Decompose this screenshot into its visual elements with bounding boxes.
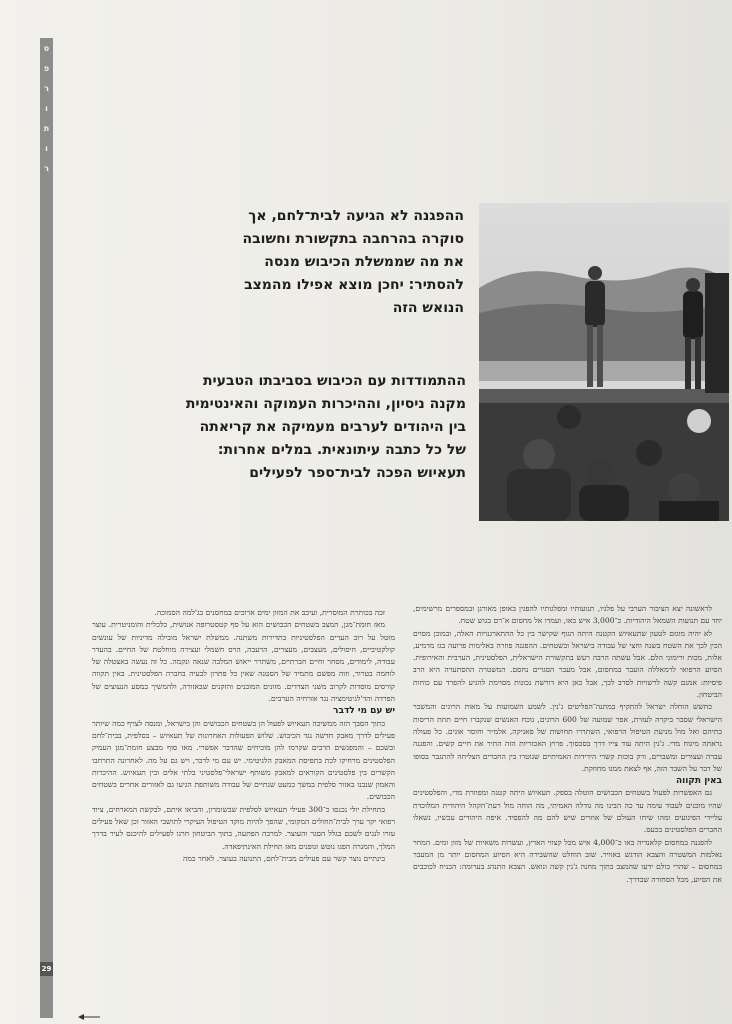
section-label-letter: פ <box>43 64 50 73</box>
paragraph: כחשש הוחלה ישראל להתקיף במתנה־הפליטים ג'נין. לשמע השמועות על מאות הרוגים והמשבר הישראלי שסבר ביקרה לעזרת, אפר שמועה של 600 הרוגים, נוכח האנשים שנקברו חיים תחת הריסות בתיהם ואל מול מניעת הטיפול הרפואי, השתררו תחושות של פאניקה, אלמ״ר וחוסר אונים. כל פעולה נראתה מיגוח מדי. ג'נין היתה עוד צייו דרך בסכסוך. פרוץ האכזריות הזה התיר את חיים קשים. והפגנה עברה ועצורים ומשברים, ורק בוכות קשרי הידידות האמיתיים שגוטרו בין החברים הצליחה להתגבר בסופו של דבר על השבר הזה, אף לצאת ממנו מחוזקת. <box>413 702 722 773</box>
side-strip <box>40 38 53 1018</box>
pull-quote-2: ההתמודדות עם הכיבוש בסביבתו הטבעית מקנה ניסיון, וההיכרות העמוקה והאינטימית בין היהודים לערבים מעמיקה את קריאתה של כל כתבה עיתונאית. במלים אחרות: תעאיוש הפכה לבית־ספר לפעילים <box>185 373 466 481</box>
section-label-letter: ר <box>44 164 49 173</box>
paragraph: בתחילת יולי נכנסו כ־300 פעילי תעאיוש לסלפית שבשומרון, והביאו איתם, לבקשת המארחים, ציוד רפואי יקר ערך לבית־החולים המקומי, שהפך להיות מוקד הטיפול העיקרי לתושבי האזור וכן שאל פעילים עזרו לנגים לשכם בגלל הסגר והעוצר. למרבה הפתעה, בתוך הביטחון חרגו לפעילים להיכנס לעיר בדרך המלך, והמגרה הפגו נוטש ונופנים מאז תחילת האינתיפאדה. <box>92 804 395 851</box>
continue-arrow-icon <box>78 1013 100 1021</box>
paragraph: בתוך הסבך הזה ממשיכה תעאיוש לפעול הן בשטחים הכבושים והן בישראל, ומנסה לצרף כמה שיותר פעילים לדרך מאבק חדשה נגד הכיבוש. שלוש הפעולות האחרונות של תעאיוש – בסלפית, בבית־לחם ובשכם – והמפגשים הרבים שקרמו להן מוכיחים שהדבר אפשרי. מאז סוף מבצע חומת־מגן העמיק הפלסטינים מרחיקו לכת בתפיסת המאבק הלגיטימי. יש עם מי לדבר, ויש גם על מה. לאחרונה התרחבו הקשרים בין פלסטינים הקוראים למאבק משותף ישראלי־פלסטיני בלתי אלים ובין תעאיוש. ההיכרות והאמון שנבנו באזור סלפית במשך כמעט שנתיים של עבודה משותפת הגיעו גם לאזורים אחרים בשטחים הכבושים. <box>92 718 395 802</box>
article-column-right <box>413 603 722 886</box>
paragraph: מאז חומת־מגן, המצב בשטחים הכבושים הוא על סף קטסטרופה אנושית, כלכלית והומניטרית. עוצר מוטל על רוב הערים הפלסטיניות בתדירות משתנה. ממשלת ישראל מובילה מדיניות של עונשים קולקטיביים, חיסולים, מעצבים, מעצרים, הרעבה, הרס חשמלי ועצירה מוחלטת של החיים. בהעדר עבודה, לימודים, מסחר וחיים חברתיים, משתרר ייאוש המלבה שנאה ונקמה. כל זה נעשה באצטלה של לוחמה בטרור, וזוה מפשם מתמיד של הסטנה שאין כל פתרון לבעיה בחברה הפלסטינית. באין תקווה קורסים מוסדות לקרוב משני הצדדים. מזונים המובנים והזקנים שבאזורה, ולהמשיך במסע הנעוצים של הפרדה והד'לגיטימציה נגד אזרחיה הערבים. <box>92 620 395 704</box>
demonstration-photo <box>479 203 729 521</box>
section-heading: באין תקווה <box>675 776 722 787</box>
section-label-letter: ר <box>44 84 49 93</box>
section-label-letter: ס <box>43 44 50 53</box>
paragraph: לראשונה יצא הציבור הערבי על פלגיו, תנועותיו ומפלגותיו להפגין באופן מאורגן ובמספרים מרשימים, יחד עם תנועות השמאל היהודיות. כ־3,000 איש באו, ועמדו אל מחסום א־רם בגוש שטח. <box>413 604 722 626</box>
page-number: 29 <box>40 962 53 976</box>
paragraph: גם האפשרות לפעול בשטחים הכבושים הוטלה בספק. תעאיוש היתה קטנה ומפוזרת מדי, והפלסטינים שהיו מוכנים לעבוד עימה עד כה הבינו מה גודלה האמיתי, מה הוחה מול רעת־הקהל היהודית המלוכדת עליידי הפיגועים ומהו שיחו העולם של אוזרים שיש להם מה להפסיד. איפה היהודים עכשיו, נשאלו החברים הפלסטינים בכעס. <box>413 788 722 835</box>
paragraph: להפגנה במחסום קלאנדיה באו כ־4,000 איש מכל קצווי הארץ, ועשרות משאיות של מזון ומים. המחר נאלמות המשטרה והצבא הודגש באוויר. שוב הוחלט שהשבירה היא הסיוע המחסום יותר מן המעבר במחסום – שהרי כולם ידעו שהמצב בתוך מחנה ג'נין קשה ונואש. הצבא התנהג בערומה: הכניח לכוכבים את הסיוע, מכל הסחורה שבדרך. <box>413 837 722 884</box>
paragraph: לא יהיה מוגזם לטעון שתעאיוש הקטנה היתה הגוף שקישר בין כל ההתארגנויות האלה, ובמובן מסוים הכין לכך את השטח בשנה וחצי של עבודה בישראל ובשטחים. ההפגנה פוזרה באלימות פרועה בגז מדמיע, אלות, מכות ורימוני הלם. אבל עשתה הרבה רעש בתקשורת הישראלית, הפלסטינית, הערבית והאירופית. הסיוע הרפואי לרמאללה הועבר במחסום, אבל מעבר הסגרים נחסם. המשטרה ההסתערה היא הרב פיסיות: אמנם קשה לרשויות לסרב לכך, אבל כאן היא דורשת נכונות מסוימת להגיע להפרד עם כוחות הביטחון. <box>413 628 722 700</box>
section-label-letter: ו <box>45 144 48 153</box>
section-label <box>40 44 53 173</box>
pull-quote-1: ההפגנה לא הגיעה לבית־לחם, אך סוקרה בהרחבה בתקשורת וחשובה את מה שממשלת הכיבוש מנסה להסתיר: יחכן מוצא אפילו מהמצב הנואש הזה <box>242 208 464 316</box>
section-heading: יש עם מי לדבר <box>333 706 395 717</box>
section-label-letter: ת <box>43 124 50 133</box>
photo-image <box>479 203 729 521</box>
paragraph: זכה בכותרת המוסרית, ועיכב את המזון ימים ארוכים במחסנים בג'למה הסמוכה. <box>154 608 385 617</box>
paragraph: בינתיים נוצר קשר עם פעילים מבית־לחם, התנועה בעוצר. לאחר כמה <box>183 853 385 863</box>
article-column-left <box>92 607 395 865</box>
section-label-letter: ו <box>45 104 48 113</box>
